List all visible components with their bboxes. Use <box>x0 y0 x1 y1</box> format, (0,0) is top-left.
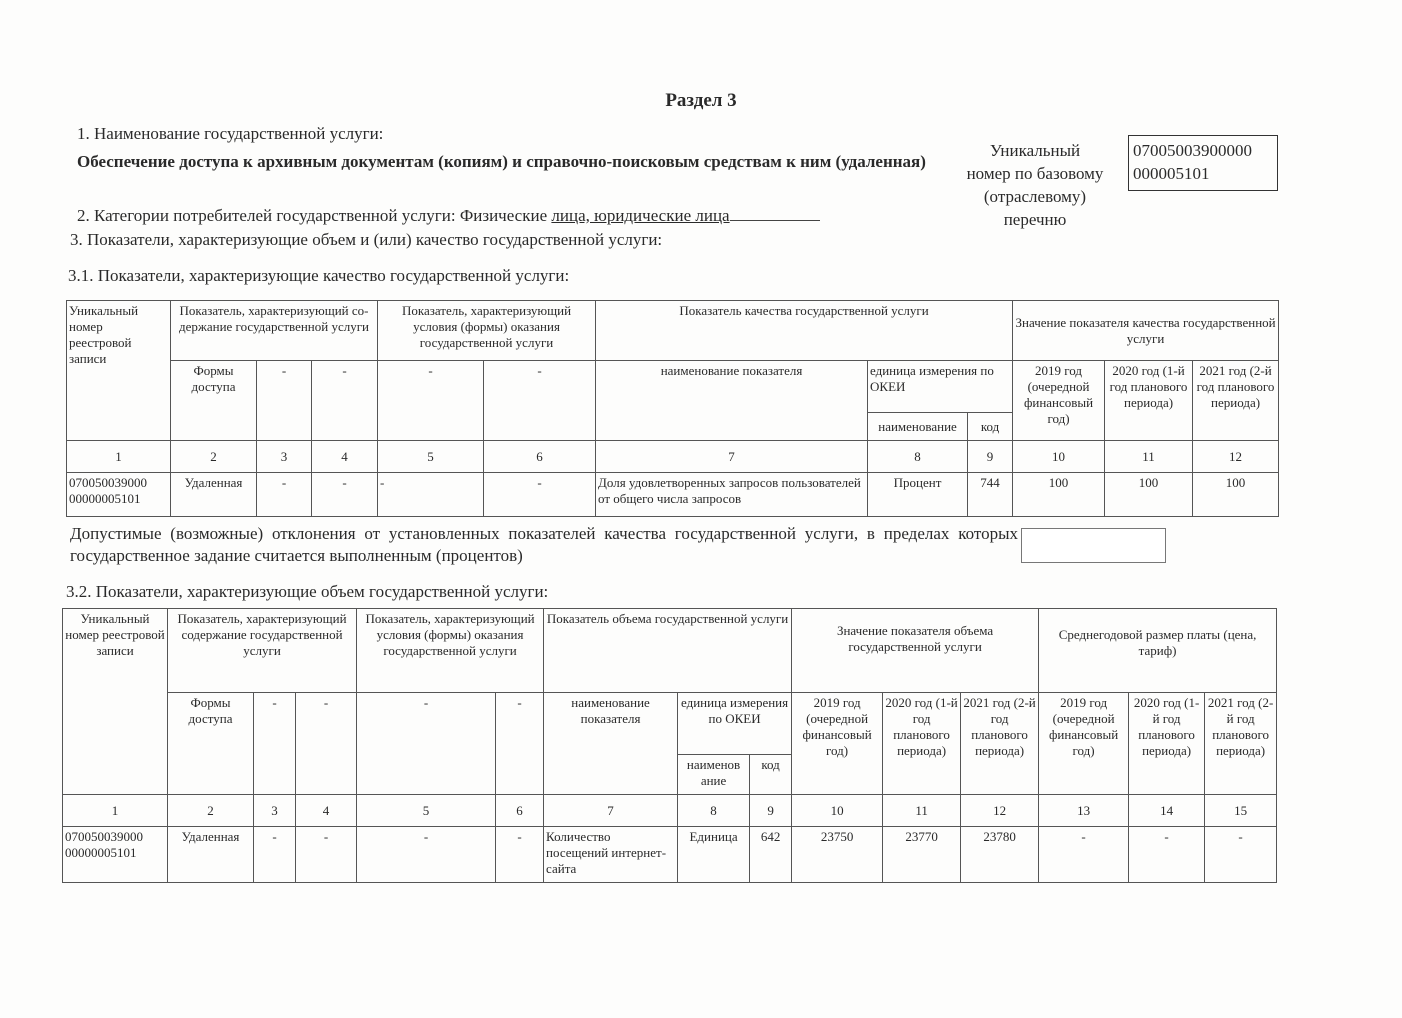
col-number: 7 <box>544 795 678 827</box>
col-number: 5 <box>357 795 496 827</box>
col-number: 12 <box>1193 441 1279 473</box>
consumer-categories-value: лица, юридические лица <box>551 206 730 225</box>
label-line: Уникальный <box>989 141 1081 160</box>
header-fee-2019: 2019 год (очередной финансовый год) <box>1039 693 1129 795</box>
header-dash: - <box>484 361 596 441</box>
cell-registry <box>63 827 168 883</box>
header-conditions: Показатель, характеризующий условия (формы) оказания государственной услуги <box>357 609 544 693</box>
header-fee: Среднегодовой размер платы (цена, тариф) <box>1039 609 1277 693</box>
col-number: 10 <box>1013 441 1105 473</box>
col-number: 2 <box>168 795 254 827</box>
consumer-categories-label: 2. Категории потребителей государственной услуги: Физические <box>77 206 548 225</box>
section-title: Раздел 3 <box>665 90 737 111</box>
header-okei-unit: единица измерения по ОКЕИ <box>678 693 792 755</box>
col-number: 13 <box>1039 795 1129 827</box>
underline-blank <box>730 206 820 221</box>
cell-indicator: Доля удовлетворенных запросов пользователей от общего числа запросов <box>596 473 868 517</box>
col-number: 4 <box>296 795 357 827</box>
col-number: 1 <box>63 795 168 827</box>
registry-line: 070050039000 <box>69 475 147 490</box>
header-volume-value: Значение показателя объема государственной услуги <box>792 609 1039 693</box>
header-registry: Уникальный номер реестровой записи <box>63 609 168 795</box>
col-number: 6 <box>484 441 596 473</box>
volume-table <box>62 608 1277 883</box>
header-dash: - <box>257 361 312 441</box>
cell-2020: 23770 <box>883 827 961 883</box>
col-number: 9 <box>750 795 792 827</box>
header-2020: 2020 год (1-й год планового периода) <box>1105 361 1193 441</box>
header-indicator-name: наименование показателя <box>544 693 678 795</box>
col-number: 1 <box>67 441 171 473</box>
col-number: 8 <box>868 441 968 473</box>
cell-fee-2019: - <box>1039 827 1129 883</box>
header-2021: 2021 год (2-й год планового периода) <box>1193 361 1279 441</box>
col-number: 11 <box>1105 441 1193 473</box>
header-conditions: Показатель, характеризующий условия (формы) оказания государственной услуги <box>378 301 596 361</box>
col-number: 6 <box>496 795 544 827</box>
header-quality-value: Значение показателя качества государственной услуги <box>1013 301 1279 361</box>
header-2019: 2019 год (очередной финансовый год) <box>1013 361 1105 441</box>
header-registry: Уникальный номер реестровой записи <box>67 301 171 441</box>
header-volume-indicator: Показатель объема государственной услуги <box>544 609 792 693</box>
registry-line: 00000005101 <box>69 491 141 506</box>
cell-code: 642 <box>750 827 792 883</box>
label-line: (отраслевому) <box>983 187 1087 206</box>
cell-c4: - <box>296 827 357 883</box>
header-fee-2020: 2020 год (1-й год планового периода) <box>1129 693 1205 795</box>
header-okei-unit: единица измерения по ОКЕИ <box>868 361 1013 413</box>
col-number: 3 <box>257 441 312 473</box>
cell-c3: - <box>254 827 296 883</box>
label-line: номер по базовому <box>966 164 1104 183</box>
header-dash: - <box>254 693 296 795</box>
col-number: 2 <box>171 441 257 473</box>
col-number: 5 <box>378 441 484 473</box>
col-number: 15 <box>1205 795 1277 827</box>
header-dash: - <box>312 361 378 441</box>
header-dash: - <box>357 693 496 795</box>
col-number: 8 <box>678 795 750 827</box>
quality-heading: 3.1. Показатели, характеризующие качество государственной услуги: <box>68 266 570 285</box>
header-content: Показатель, характеризующий содержание государственной услуги <box>168 609 357 693</box>
header-content: Показатель, характеризующий со-держание государственной услуги <box>171 301 378 361</box>
cell-2019: 100 <box>1013 473 1105 517</box>
deviation-text: Допустимые (возможные) отклонения от установленных показателей качества государственной услуги, в пределах которых государственное задание считается выполненным (процентов) <box>70 524 1018 565</box>
header-dash: - <box>496 693 544 795</box>
header-okei-name: наименование <box>868 413 968 441</box>
cell-unit: Единица <box>678 827 750 883</box>
header-access-forms: Формы доступа <box>171 361 257 441</box>
header-okei-code: код <box>750 755 792 795</box>
deviation-value-box <box>1021 528 1166 563</box>
quality-table <box>66 300 1279 517</box>
cell-fee-2020: - <box>1129 827 1205 883</box>
cell-access-form: Удаленная <box>171 473 257 517</box>
cell-fee-2021: - <box>1205 827 1277 883</box>
cell-2019: 23750 <box>792 827 883 883</box>
col-number: 3 <box>254 795 296 827</box>
header-access-forms: Формы доступа <box>168 693 254 795</box>
registry-line: 070050039000 <box>65 829 143 844</box>
table-row <box>67 473 1279 517</box>
cell-c6: - <box>496 827 544 883</box>
service-name-value: Обеспечение доступа к архивным документам (копиям) и справочно-поисковым средствам к ним (удаленная) <box>77 152 926 171</box>
col-number: 7 <box>596 441 868 473</box>
col-number: 4 <box>312 441 378 473</box>
cell-registry <box>67 473 171 517</box>
cell-c6: - <box>484 473 596 517</box>
cell-c5: - <box>378 473 484 517</box>
indicators-heading: 3. Показатели, характеризующие объем и (или) качество государственной услуги: <box>70 230 663 249</box>
header-dash: - <box>378 361 484 441</box>
cell-c4: - <box>312 473 378 517</box>
header-2020: 2020 год (1-й год планового периода) <box>883 693 961 795</box>
col-number: 10 <box>792 795 883 827</box>
label-line: перечню <box>1003 210 1067 229</box>
col-number: 14 <box>1129 795 1205 827</box>
col-number: 11 <box>883 795 961 827</box>
header-fee-2021: 2021 год (2-й год планового периода) <box>1205 693 1277 795</box>
cell-access-form: Удаленная <box>168 827 254 883</box>
cell-2020: 100 <box>1105 473 1193 517</box>
cell-indicator: Количество посещений интернет-сайта <box>544 827 678 883</box>
col-number: 12 <box>961 795 1039 827</box>
cell-c3: - <box>257 473 312 517</box>
unique-number-line: 000005101 <box>1133 164 1210 183</box>
cell-2021: 100 <box>1193 473 1279 517</box>
registry-line: 00000005101 <box>65 845 137 860</box>
cell-unit: Процент <box>868 473 968 517</box>
header-okei-name: наименов ание <box>678 755 750 795</box>
volume-heading: 3.2. Показатели, характеризующие объем государственной услуги: <box>66 582 549 601</box>
header-2021: 2021 год (2-й год планового периода) <box>961 693 1039 795</box>
unique-number-label <box>952 139 1118 231</box>
header-indicator-name: наименование показателя <box>596 361 868 441</box>
unique-number-box <box>1128 135 1278 191</box>
cell-code: 744 <box>968 473 1013 517</box>
consumer-categories <box>77 206 820 226</box>
header-2019: 2019 год (очередной финансовый год) <box>792 693 883 795</box>
header-dash: - <box>296 693 357 795</box>
header-okei-code: код <box>968 413 1013 441</box>
header-quality-indicator: Показатель качества государственной услуги <box>596 301 1013 361</box>
cell-c5: - <box>357 827 496 883</box>
service-name-label: 1. Наименование государственной услуги: <box>77 124 384 143</box>
unique-number-line: 07005003900000 <box>1133 141 1252 160</box>
table-row <box>63 827 1277 883</box>
col-number: 9 <box>968 441 1013 473</box>
cell-2021: 23780 <box>961 827 1039 883</box>
